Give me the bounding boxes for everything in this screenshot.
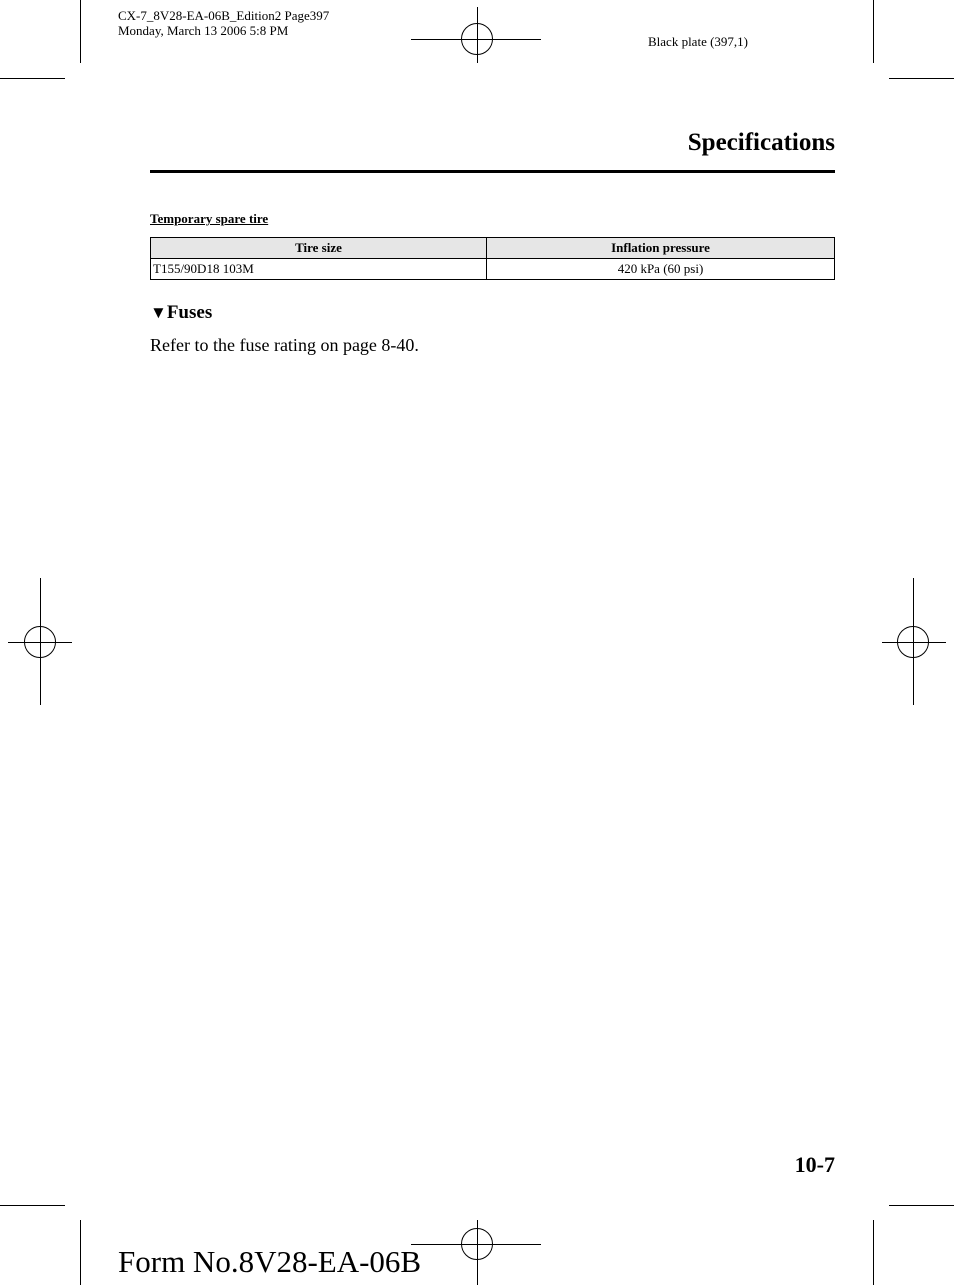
table-caption: Temporary spare tire	[150, 211, 269, 226]
page-number: 10-7	[794, 1152, 835, 1177]
table-row	[151, 259, 835, 280]
down-triangle-icon: ▼	[150, 303, 167, 322]
cell-tire-size: T155/90D18 103M	[151, 259, 487, 280]
print-metadata	[118, 8, 329, 38]
cell-inflation-pressure: 420 kPa (60 psi)	[487, 259, 835, 280]
date-line: Monday, March 13 2006 5:8 PM	[118, 23, 289, 38]
column-header-inflation-pressure: Inflation pressure	[487, 238, 835, 259]
form-number: Form No.8V28-EA-06B	[118, 1244, 422, 1279]
plate-label: Black plate (397,1)	[648, 34, 748, 49]
spare-tire-table	[150, 237, 835, 280]
fuses-body-text: Refer to the fuse rating on page 8-40.	[150, 335, 419, 355]
fuses-heading-text: Fuses	[166, 302, 213, 323]
title-rule	[150, 170, 835, 173]
file-line: CX-7_8V28-EA-06B_Edition2 Page397	[118, 8, 330, 23]
column-header-tire-size: Tire size	[151, 238, 487, 259]
table-header-row	[151, 238, 835, 259]
section-title: Specifications	[687, 129, 835, 156]
fuses-heading	[150, 302, 212, 324]
